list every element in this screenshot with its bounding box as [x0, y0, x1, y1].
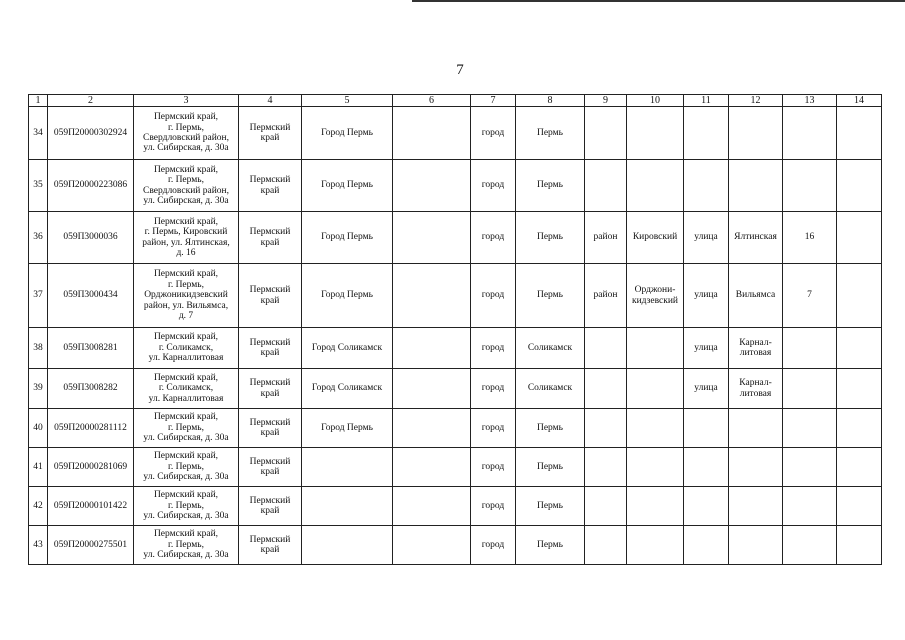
- region-cell-line: Пермский: [249, 534, 291, 545]
- address-cell-line: район, ул. Вильямса,: [143, 300, 229, 311]
- house-number-cell: [783, 448, 837, 487]
- column-14-cell: [837, 369, 882, 409]
- district-type-cell: [585, 369, 627, 409]
- address-cell: [134, 487, 239, 526]
- address-cell-line: г. Соликамск,: [158, 342, 214, 353]
- column-header: 14: [837, 95, 882, 107]
- column-6-cell: [393, 448, 471, 487]
- street-type-cell: улица: [684, 328, 729, 369]
- object-code-cell: 059П3000036: [48, 212, 134, 264]
- address-cell-line: ул. Сибирская, д. 30а: [143, 472, 229, 483]
- district-name-cell-line: Кировский: [632, 232, 678, 243]
- region-cell: [239, 264, 302, 328]
- row-number-cell: 41: [29, 448, 48, 487]
- district-type-cell: [585, 328, 627, 369]
- object-code-cell: 059П20000101422: [48, 487, 134, 526]
- column-header: 12: [729, 95, 783, 107]
- object-code-cell: 059П3008282: [48, 369, 134, 409]
- table-row: [29, 107, 882, 160]
- table-row: [29, 526, 882, 565]
- row-number-cell: 38: [29, 328, 48, 369]
- address-cell: [134, 264, 239, 328]
- address-cell-line: Свердловский район,: [143, 185, 229, 196]
- street-type-cell: [684, 487, 729, 526]
- column-14-cell: [837, 212, 882, 264]
- house-number-cell: [783, 487, 837, 526]
- address-cell-line: г. Пермь,: [168, 422, 204, 433]
- street-type-cell: [684, 526, 729, 565]
- region-cell-line: край: [260, 506, 280, 516]
- column-6-cell: [393, 328, 471, 369]
- district-name-cell: [627, 107, 684, 160]
- district-name-cell: [627, 526, 684, 565]
- settlement-name-cell: Пермь: [516, 212, 585, 264]
- settlement-type-cell: город: [471, 448, 516, 487]
- street-name-cell-line: Ялтинская: [734, 232, 777, 243]
- municipality-cell: Город Пермь: [302, 264, 393, 328]
- settlement-name-cell: Пермь: [516, 264, 585, 328]
- address-cell-line: ул. Сибирская, д. 30а: [143, 433, 229, 444]
- street-name-cell-line: Карнал-: [739, 378, 772, 389]
- municipality-cell: [302, 487, 393, 526]
- street-name-cell: [729, 328, 783, 369]
- street-name-cell-line: Карнал-: [739, 337, 772, 348]
- municipality-cell: Город Пермь: [302, 160, 393, 212]
- street-name-cell: [729, 160, 783, 212]
- district-name-cell: [627, 264, 684, 328]
- column-header: 9: [585, 95, 627, 107]
- house-number-cell: [783, 369, 837, 409]
- address-cell-line: ул. Карналлитовая: [148, 393, 224, 404]
- address-cell-line: Пермский край,: [153, 112, 219, 123]
- region-cell: [239, 448, 302, 487]
- street-type-cell: улица: [684, 264, 729, 328]
- object-code-cell: 059П20000275501: [48, 526, 134, 565]
- address-cell: [134, 448, 239, 487]
- object-code-cell: 059П3000434: [48, 264, 134, 328]
- address-cell: [134, 409, 239, 448]
- district-name-cell: [627, 487, 684, 526]
- object-code-cell: 059П20000281112: [48, 409, 134, 448]
- address-cell-line: г. Пермь,: [168, 122, 204, 133]
- column-6-cell: [393, 409, 471, 448]
- column-header: 1: [29, 95, 48, 107]
- street-name-cell: [729, 448, 783, 487]
- column-14-cell: [837, 264, 882, 328]
- region-cell-line: край: [260, 467, 280, 477]
- address-cell: [134, 328, 239, 369]
- street-type-cell: улица: [684, 369, 729, 409]
- data-table: [28, 94, 882, 565]
- municipality-cell: Город Пермь: [302, 212, 393, 264]
- region-cell: [239, 160, 302, 212]
- region-cell-line: край: [260, 348, 280, 358]
- top-rule: [412, 0, 905, 2]
- district-name-cell: [627, 369, 684, 409]
- region-cell-line: Пермский: [249, 417, 291, 428]
- address-cell: [134, 526, 239, 565]
- column-14-cell: [837, 409, 882, 448]
- column-header: 10: [627, 95, 684, 107]
- object-code-cell: 059П3008281: [48, 328, 134, 369]
- address-cell: [134, 107, 239, 160]
- address-cell-line: Пермский край,: [153, 529, 219, 540]
- municipality-cell: Город Пермь: [302, 107, 393, 160]
- settlement-type-cell: город: [471, 409, 516, 448]
- municipality-cell: [302, 526, 393, 565]
- district-type-cell: [585, 409, 627, 448]
- column-14-cell: [837, 526, 882, 565]
- row-number-cell: 43: [29, 526, 48, 565]
- column-header: 2: [48, 95, 134, 107]
- district-type-cell: [585, 526, 627, 565]
- object-code-cell: 059П20000223086: [48, 160, 134, 212]
- table-row: [29, 328, 882, 369]
- column-14-cell: [837, 160, 882, 212]
- region-cell-line: Пермский: [249, 227, 291, 238]
- district-name-cell: [627, 409, 684, 448]
- column-14-cell: [837, 448, 882, 487]
- house-number-cell: 16: [783, 212, 837, 264]
- address-cell-line: г. Пермь,: [168, 175, 204, 186]
- district-type-cell: [585, 487, 627, 526]
- street-type-cell: [684, 409, 729, 448]
- settlement-type-cell: город: [471, 487, 516, 526]
- address-cell-line: д. 7: [178, 311, 194, 322]
- address-cell: [134, 160, 239, 212]
- region-cell: [239, 212, 302, 264]
- municipality-cell: Город Соликамск: [302, 369, 393, 409]
- table-row: [29, 264, 882, 328]
- region-cell: [239, 328, 302, 369]
- settlement-type-cell: город: [471, 369, 516, 409]
- address-cell-line: Орджоникидзевский: [144, 290, 228, 301]
- settlement-name-cell: Пермь: [516, 526, 585, 565]
- municipality-cell: Город Соликамск: [302, 328, 393, 369]
- column-header: 13: [783, 95, 837, 107]
- table-row: [29, 409, 882, 448]
- address-cell-line: Пермский край,: [153, 332, 219, 343]
- address-cell-line: Пермский край,: [153, 269, 219, 280]
- row-number-cell: 35: [29, 160, 48, 212]
- district-name-cell: [627, 328, 684, 369]
- address-cell-line: г. Пермь,: [168, 500, 204, 511]
- settlement-type-cell: город: [471, 160, 516, 212]
- district-name-cell: [627, 212, 684, 264]
- region-cell-line: Пермский: [249, 378, 291, 389]
- house-number-cell: [783, 107, 837, 160]
- row-number-cell: 37: [29, 264, 48, 328]
- street-name-cell: [729, 212, 783, 264]
- region-cell-line: Пермский: [249, 337, 291, 348]
- street-name-cell: [729, 526, 783, 565]
- street-name-cell: [729, 409, 783, 448]
- street-type-cell: [684, 160, 729, 212]
- row-number-cell: 39: [29, 369, 48, 409]
- address-cell-line: г. Пермь, Кировский: [144, 227, 228, 238]
- column-6-cell: [393, 369, 471, 409]
- address-cell: [134, 212, 239, 264]
- column-header: 5: [302, 95, 393, 107]
- header-row: [29, 95, 882, 107]
- street-type-cell: [684, 107, 729, 160]
- row-number-cell: 36: [29, 212, 48, 264]
- street-type-cell: [684, 448, 729, 487]
- address-cell-line: д. 16: [176, 247, 196, 258]
- district-type-cell: район: [585, 264, 627, 328]
- address-cell: [134, 369, 239, 409]
- column-6-cell: [393, 212, 471, 264]
- region-cell-line: Пермский: [249, 175, 291, 186]
- settlement-name-cell: Пермь: [516, 409, 585, 448]
- region-cell: [239, 369, 302, 409]
- region-cell-line: Пермский: [249, 495, 291, 506]
- district-name-cell-line: Орджони-: [634, 285, 676, 296]
- region-cell-line: край: [260, 237, 280, 248]
- address-cell-line: ул. Сибирская, д. 30а: [143, 511, 229, 522]
- district-name-cell: [627, 448, 684, 487]
- address-cell-line: ул. Карналлитовая: [148, 353, 224, 364]
- column-14-cell: [837, 107, 882, 160]
- address-cell-line: Пермский край,: [153, 372, 219, 383]
- settlement-type-cell: город: [471, 328, 516, 369]
- row-number-cell: 42: [29, 487, 48, 526]
- region-cell: [239, 409, 302, 448]
- address-cell-line: Пермский край,: [153, 451, 219, 462]
- address-cell-line: Пермский край,: [153, 164, 219, 175]
- street-name-cell: [729, 369, 783, 409]
- street-name-cell: [729, 107, 783, 160]
- object-code-cell: 059П20000281069: [48, 448, 134, 487]
- column-header: 3: [134, 95, 239, 107]
- settlement-type-cell: город: [471, 107, 516, 160]
- house-number-cell: [783, 409, 837, 448]
- column-6-cell: [393, 487, 471, 526]
- address-cell-line: Свердловский район,: [143, 133, 229, 143]
- address-cell-line: г. Соликамск,: [158, 383, 214, 394]
- column-6-cell: [393, 160, 471, 212]
- settlement-name-cell: Пермь: [516, 160, 585, 212]
- address-cell-line: ул. Сибирская, д. 30а: [143, 550, 229, 561]
- district-name-cell: [627, 160, 684, 212]
- row-number-cell: 34: [29, 107, 48, 160]
- table-row: [29, 212, 882, 264]
- municipality-cell: [302, 448, 393, 487]
- house-number-cell: [783, 160, 837, 212]
- row-number-cell: 40: [29, 409, 48, 448]
- settlement-name-cell: Соликамск: [516, 369, 585, 409]
- column-14-cell: [837, 328, 882, 369]
- region-cell-line: Пермский: [249, 122, 291, 133]
- column-6-cell: [393, 264, 471, 328]
- address-cell-line: г. Пермь,: [168, 539, 204, 550]
- region-cell-line: Пермский: [249, 456, 291, 467]
- settlement-name-cell: Соликамск: [516, 328, 585, 369]
- page-number: 7: [456, 62, 464, 78]
- settlement-type-cell: город: [471, 526, 516, 565]
- district-name-cell-line: кидзевский: [631, 295, 679, 306]
- table-row: [29, 487, 882, 526]
- region-cell-line: край: [260, 545, 280, 555]
- address-cell-line: г. Пермь,: [168, 461, 204, 472]
- address-cell-line: ул. Сибирская, д. 30а: [143, 195, 229, 206]
- house-number-cell: 7: [783, 264, 837, 328]
- street-name-cell-line: Вильямса: [735, 290, 776, 301]
- street-name-cell-line: литовая: [739, 388, 772, 399]
- municipality-cell: Город Пермь: [302, 409, 393, 448]
- district-type-cell: [585, 160, 627, 212]
- column-header: 6: [393, 95, 471, 107]
- address-cell-line: Пермский край,: [153, 412, 219, 423]
- column-header: 8: [516, 95, 585, 107]
- house-number-cell: [783, 526, 837, 565]
- column-6-cell: [393, 526, 471, 565]
- street-name-cell: [729, 487, 783, 526]
- column-header: 11: [684, 95, 729, 107]
- street-name-cell-line: литовая: [739, 348, 772, 358]
- column-14-cell: [837, 487, 882, 526]
- address-cell-line: Пермский край,: [153, 216, 219, 227]
- street-type-cell: улица: [684, 212, 729, 264]
- district-type-cell: район: [585, 212, 627, 264]
- column-6-cell: [393, 107, 471, 160]
- region-cell: [239, 487, 302, 526]
- region-cell-line: край: [260, 133, 280, 143]
- district-type-cell: [585, 448, 627, 487]
- region-cell: [239, 526, 302, 565]
- address-cell-line: г. Пермь,: [168, 279, 204, 290]
- column-header: 7: [471, 95, 516, 107]
- street-name-cell: [729, 264, 783, 328]
- region-cell-line: край: [260, 295, 280, 306]
- region-cell-line: Пермский: [249, 285, 291, 296]
- settlement-name-cell: Пермь: [516, 448, 585, 487]
- table-row: [29, 448, 882, 487]
- region-cell-line: край: [260, 428, 280, 438]
- region-cell-line: край: [260, 388, 280, 399]
- settlement-name-cell: Пермь: [516, 487, 585, 526]
- address-cell-line: ул. Сибирская, д. 30а: [143, 143, 229, 154]
- object-code-cell: 059П20000302924: [48, 107, 134, 160]
- house-number-cell: [783, 328, 837, 369]
- table-row: [29, 369, 882, 409]
- district-type-cell: [585, 107, 627, 160]
- settlement-type-cell: город: [471, 212, 516, 264]
- settlement-name-cell: Пермь: [516, 107, 585, 160]
- address-cell-line: район, ул. Ялтинская,: [142, 237, 230, 248]
- table-row: [29, 160, 882, 212]
- settlement-type-cell: город: [471, 264, 516, 328]
- region-cell-line: край: [260, 185, 280, 196]
- region-cell: [239, 107, 302, 160]
- address-cell-line: Пермский край,: [153, 490, 219, 501]
- column-header: 4: [239, 95, 302, 107]
